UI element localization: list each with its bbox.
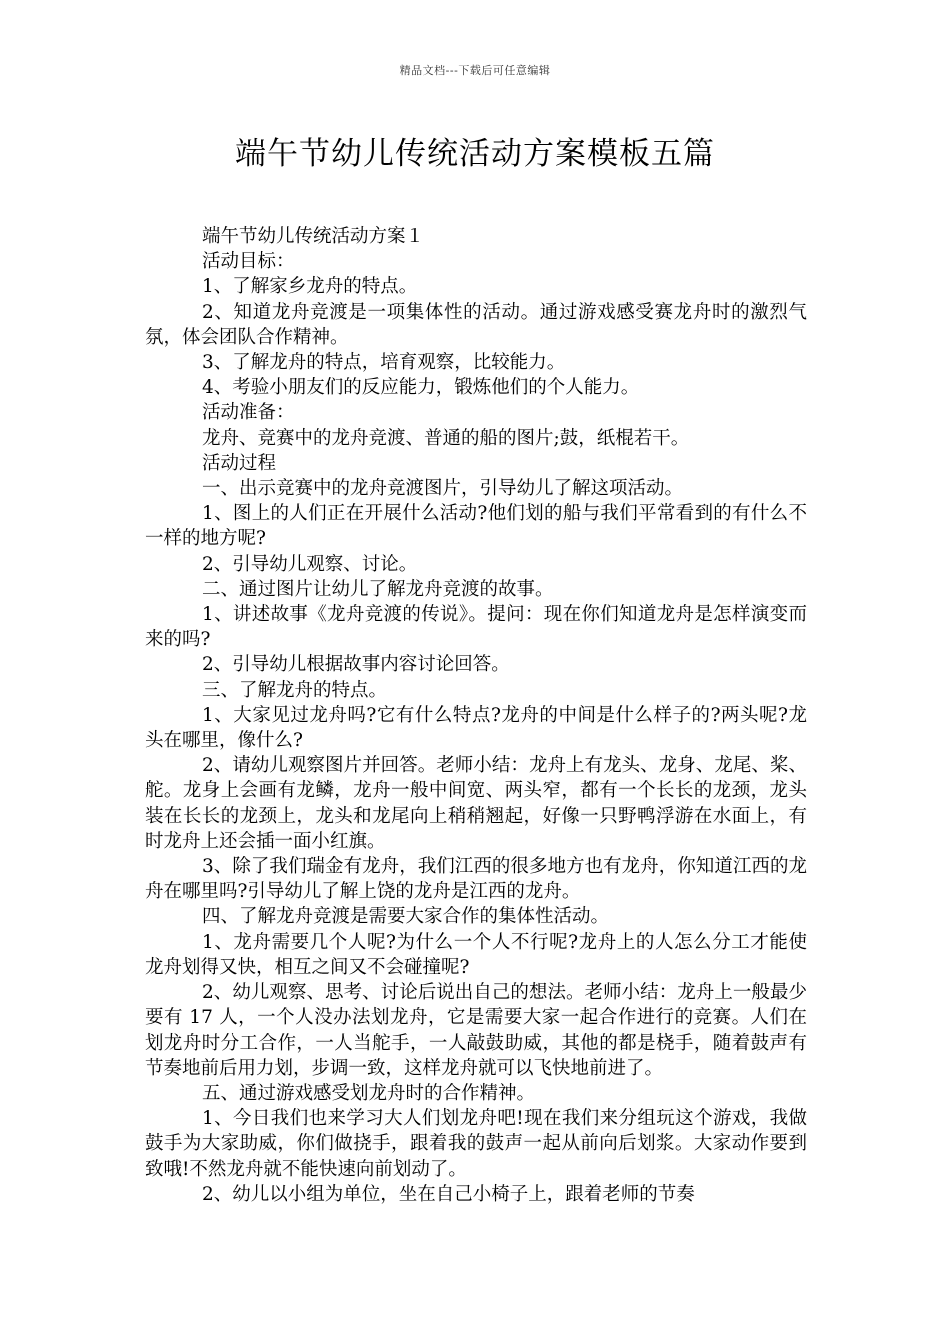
- paragraph: 2、请幼儿观察图片并回答。老师小结：龙舟上有龙头、龙身、龙尾、桨、舵。龙身上会画有龙鳞，龙舟一般中间宽、两头窄，都有一个长长的龙颈，龙头装在长长的龙颈上，龙头和龙尾向上稍稍翘起，好像一只野鸭浮游在水面上，有时龙舟上还会插一面小红旗。: [145, 755, 807, 852]
- paragraph: 2、幼儿观察、思考、讨论后说出自己的想法。老师小结：龙舟上一般最少要有 17 人，一个人没办法划龙舟，它是需要大家一起合作进行的竞赛。人们在划龙舟时分工合作，一人当舵手，一人敲鼓助威，其他的都是桡手，随着鼓声有节奏地前后用力划，步调一致，这样龙舟就可以飞快地前进了。: [145, 982, 807, 1079]
- header-note: 精品文档---下载后可任意编辑: [399, 64, 551, 77]
- paragraph: 1、讲述故事《龙舟竞渡的传说》。提问：现在你们知道龙舟是怎样演变而来的吗?: [145, 604, 807, 651]
- document-body: [145, 224, 807, 1207]
- paragraph: 3、除了我们瑞金有龙舟，我们江西的很多地方也有龙舟，你知道江西的龙舟在哪里吗?引导幼儿了解上饶的龙舟是江西的龙舟。: [145, 856, 807, 903]
- paragraph: 2、引导幼儿根据故事内容讨论回答。: [202, 654, 510, 676]
- paragraph: 三、了解龙舟的特点。: [202, 679, 388, 701]
- paragraph: 五、通过游戏感受划龙舟时的合作精神。: [202, 1082, 536, 1104]
- paragraph: 1、今日我们也来学习大人们划龙舟吧!现在我们来分组玩这个游戏，我做鼓手为大家助威，你们做挠手，跟着我的鼓声一起从前向后划浆。大家动作要到致哦!不然龙舟就不能快速向前划动了。: [145, 1108, 807, 1180]
- paragraph: 龙舟、竞赛中的龙舟竞渡、普通的船的图片;鼓，纸棍若干。: [202, 427, 690, 449]
- document-title: 端午节幼儿传统活动方案模板五篇: [235, 136, 715, 172]
- paragraph: 1、龙舟需要几个人呢?为什么一个人不行呢?龙舟上的人怎么分工才能使龙舟划得又快，相互之间又不会碰撞呢?: [145, 931, 807, 978]
- paragraph: 四、了解龙舟竞渡是需要大家合作的集体性活动。: [202, 906, 610, 928]
- section-heading: 端午节幼儿传统活动方案１: [202, 226, 425, 247]
- paragraph: 1、了解家乡龙舟的特点。: [202, 276, 418, 298]
- paragraph: 一、出示竞赛中的龙舟竞渡图片，引导幼儿了解这项活动。: [202, 478, 684, 500]
- paragraph: 活动准备：: [202, 402, 295, 424]
- paragraph: 4、考验小朋友们的反应能力，锻炼他们的个人能力。: [202, 377, 640, 399]
- paragraph: 2、知道龙舟竞渡是一项集体性的活动。通过游戏感受赛龙舟时的激烈气氛，体会团队合作精神。: [145, 301, 807, 348]
- paragraph: 活动过程: [202, 452, 277, 474]
- paragraph: 活动目标：: [202, 251, 295, 273]
- paragraph: 2、幼儿以小组为单位，坐在自己小椅子上，跟着老师的节奏: [202, 1183, 695, 1205]
- paragraph: 3、了解龙舟的特点，培育观察，比较能力。: [202, 352, 566, 374]
- paragraph: 二、通过图片让幼儿了解龙舟竞渡的故事。: [202, 578, 554, 600]
- paragraph: 2、引导幼儿观察、讨论。: [202, 553, 418, 575]
- paragraph: 1、图上的人们正在开展什么活动?他们划的船与我们平常看到的有什么不一样的地方呢?: [145, 503, 807, 550]
- paragraph: 1、大家见过龙舟吗?它有什么特点?龙舟的中间是什么样子的?两头呢?龙头在哪里，像什么?: [145, 704, 807, 752]
